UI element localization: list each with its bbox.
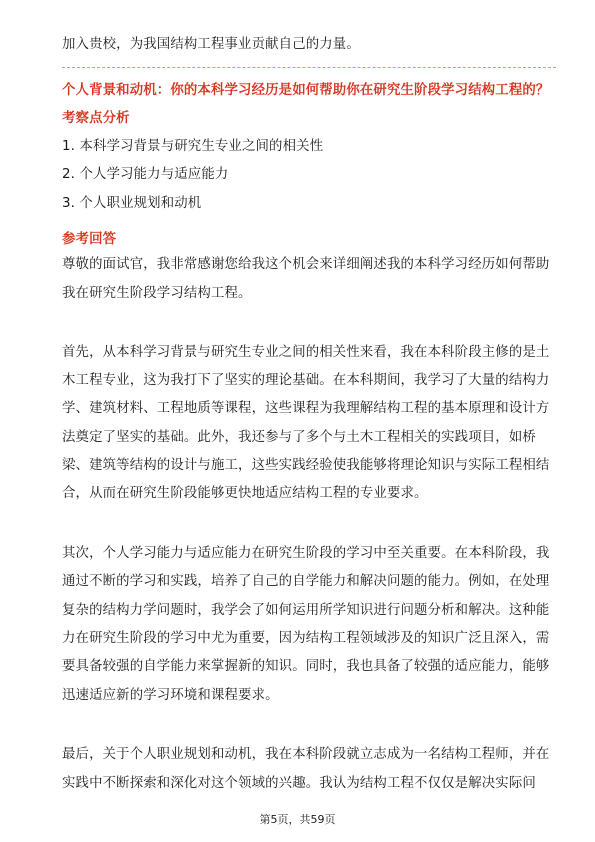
analysis-point-2: 2. 个人学习能力与适应能力 xyxy=(62,167,229,182)
answer-paragraph-1-line-2: 我在研究生阶段学习结构工程。 xyxy=(62,286,252,301)
answer-paragraph-4-line-1: 最后，关于个人职业规划和动机，我在本科阶段就立志成为一名结构工程师，并在 xyxy=(62,747,550,762)
answer-paragraph-2-line-6: 合，从而在研究生阶段能够更快地适应结构工程的专业要求。 xyxy=(62,486,428,501)
section-divider xyxy=(62,67,556,68)
answer-paragraph-2-line-2: 木工程专业，这为我打下了坚实的理论基础。在本科期间，我学习了大量的结构力 xyxy=(62,373,550,388)
answer-paragraph-3-line-5: 要具备较强的自学能力来掌握新的知识。同时，我也具备了较强的适应能力，能够 xyxy=(62,659,550,674)
answer-paragraph-2-line-4: 法奠定了坚实的基础。此外，我还参与了多个与土木工程相关的实践项目，如桥 xyxy=(62,430,536,445)
answer-paragraph-2-line-5: 梁、建筑等结构的设计与施工，这些实践经验使我能够将理论知识与实际工程相结 xyxy=(62,458,550,473)
answer-paragraph-2-line-3: 学、建筑材料、工程地质等课程，这些课程为我理解结构工程的基本原理和设计方 xyxy=(62,401,550,416)
answer-paragraph-3-line-1: 其次，个人学习能力与适应能力在研究生阶段的学习中至关重要。在本科阶段，我 xyxy=(62,546,550,561)
answer-paragraph-3-line-6: 迅速适应新的学习环境和课程要求。 xyxy=(62,688,279,703)
answer-paragraph-3-line-4: 力在研究生阶段的学习中尤为重要，因为结构工程领域涉及的知识广泛且深入，需 xyxy=(62,631,550,646)
analysis-point-3: 3. 个人职业规划和动机 xyxy=(62,196,202,211)
answer-paragraph-3-line-3: 复杂的结构力学问题时，我学会了如何运用所学知识进行问题分析和解决。这种能 xyxy=(62,603,550,618)
question-heading: 个人背景和动机：你的本科学习经历是如何帮助你在研究生阶段学习结构工程的？ xyxy=(62,83,550,98)
answer-paragraph-3-line-2: 通过不断的学习和实践，培养了自己的自学能力和解决问题的能力。例如，在处理 xyxy=(62,574,550,589)
analysis-heading: 考察点分析 xyxy=(62,111,130,126)
answer-paragraph-1-line-1: 尊敬的面试官，我非常感谢您给我这个机会来详细阐述我的本科学习经历如何帮助 xyxy=(62,257,550,272)
answer-paragraph-2-line-1: 首先，从本科学习背景与研究生专业之间的相关性来看，我在本科阶段主修的是土 xyxy=(62,345,550,360)
text-line-1: 加入贵校，为我国结构工程事业贡献自己的力量。 xyxy=(62,37,360,52)
answer-paragraph-4-line-2: 实践中不断探索和深化对这个领域的兴趣。我认为结构工程不仅仅是解决实际问 xyxy=(62,776,536,791)
analysis-point-1: 1. 本科学习背景与研究生专业之间的相关性 xyxy=(62,139,324,154)
page-number-footer: 第5页，共59页 xyxy=(259,813,336,826)
answer-heading: 参考回答 xyxy=(62,232,117,247)
